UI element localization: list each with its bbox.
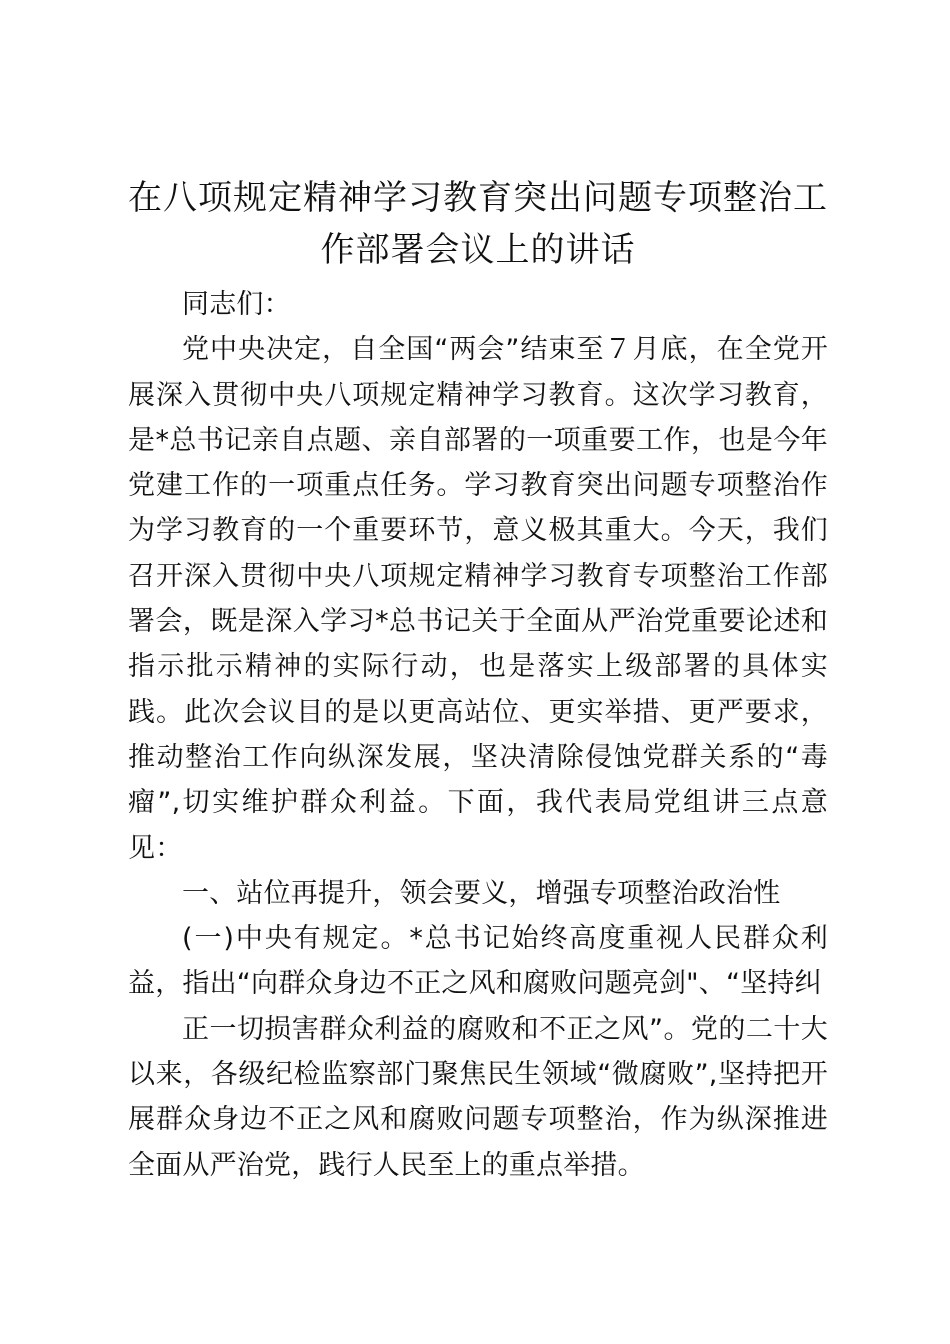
subsection-paragraph-2: 正一切损害群众利益的腐败和不正之风”。党的二十大以来，各级纪检监察部门聚焦民生领域“微腐败”,坚持把开展群众身边不正之风和腐败问题专项整治，作为纵深推进全面从严治党，践行人民至上的重点举措。	[128, 1013, 828, 1181]
document-page	[128, 172, 828, 1188]
salutation: 同志们：	[182, 289, 291, 320]
document-title: 在八项规定精神学习教育突出问题专项整治工作部署会议上的讲话	[128, 178, 828, 270]
section-heading: 一、站位再提升，领会要义，增强专项整治政治性	[182, 877, 781, 909]
subsection-paragraph-1: (一)中央有规定。*总书记始终高度重视人民群众利益，指出“向群众身边不正之风和腐败问题亮剑"、“坚持纠	[128, 923, 828, 1000]
intro-paragraph: 党中央决定，自全国“两会”结束至７月底，在全党开展深入贯彻中央八项规定精神学习教育。这次学习教育，是*总书记亲自点题、亲自部署的一项重要工作，也是今年党建工作的一项重点任务。学习教育突出问题专项整治作为学习教育的一个重要环节，意义极其重大。今天，我们召开深入贯彻中央八项规定精神学习教育专项整治工作部署会，既是深入学习*总书记关于全面从严治党重要论述和指示批示精神的实际行动，也是落实上级部署的具体实践。此次会议目的是以更高站位、更实举措、更严要求，推动整治工作向纵深发展，坚决清除侵蚀党群关系的“毒瘤”,切实维护群众利益。下面，我代表局党组讲三点意见：	[128, 334, 828, 864]
